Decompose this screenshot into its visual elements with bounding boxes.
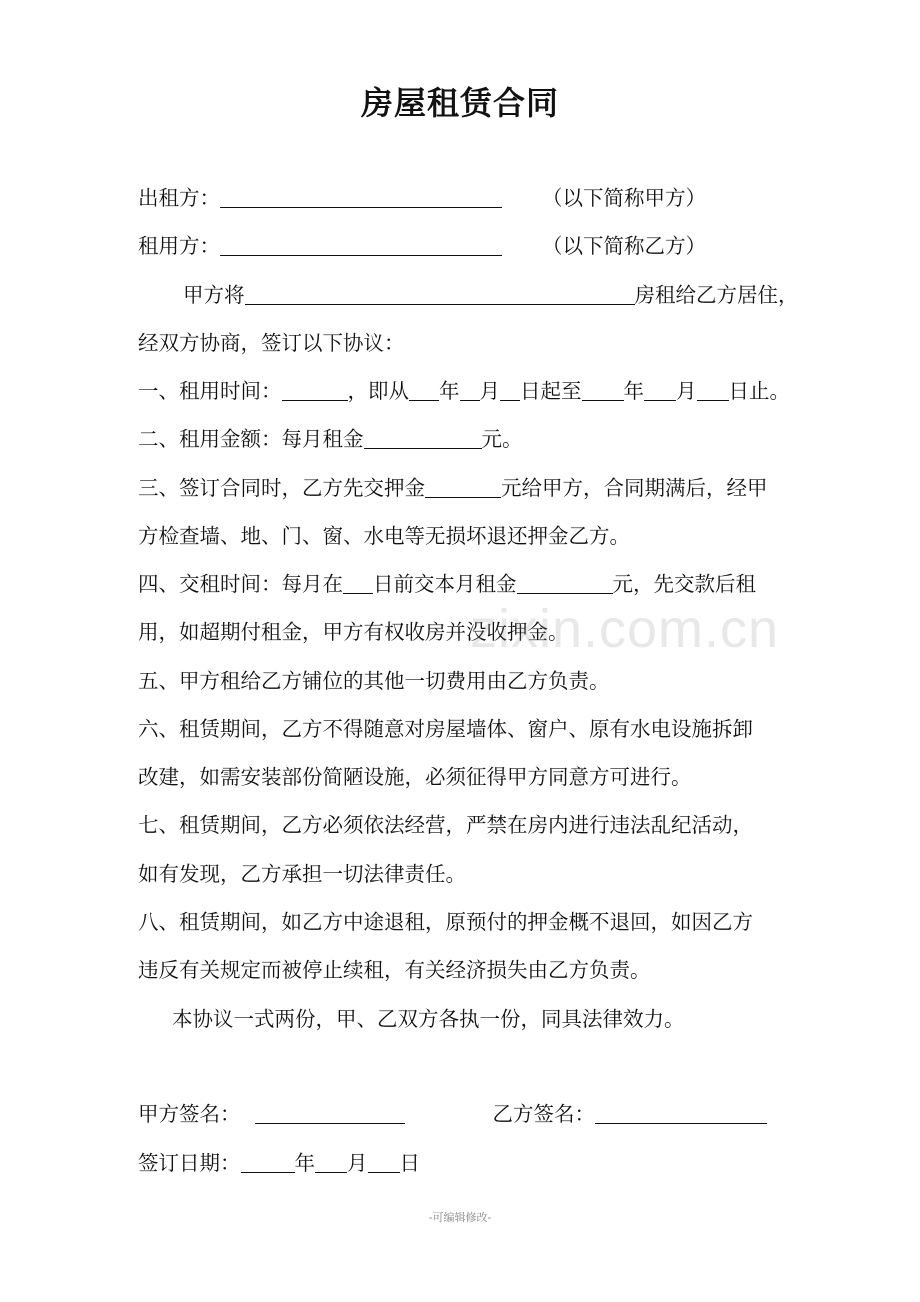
end-month-blank xyxy=(644,378,676,401)
monthly-rent-blank xyxy=(517,571,613,594)
date-month-label: 月 xyxy=(347,1151,368,1175)
term-blank xyxy=(282,378,348,401)
lessee-blank xyxy=(220,233,502,256)
footer-note: -可编辑修改- xyxy=(428,1211,492,1224)
lessor-label: 出租方： xyxy=(138,186,220,210)
clause-8-line-2: 违反有关规定而被停止续租，有关经济损失由乙方负责。 xyxy=(138,958,651,982)
clause-4-line-2: 用，如超期付租金，甲方有权收房并没收押金。 xyxy=(138,620,569,644)
rent-blank xyxy=(364,426,482,449)
clause-1-from: ，即从 xyxy=(347,379,409,403)
closing-statement: 本协议一式两份，甲、乙双方各执一份，同具法律效力。 xyxy=(172,1007,685,1031)
clause-3-line-2: 方检查墙、地、门、窗、水电等无损坏退还押金乙方。 xyxy=(138,524,630,548)
document-title: 房屋租赁合同 xyxy=(360,84,559,122)
clause-4-text: 日前交本月租金 xyxy=(373,572,517,596)
start-day-blank xyxy=(500,378,520,401)
clause-6-line-1: 六、租赁期间，乙方不得随意对房屋墙体、窗户、原有水电设施拆卸 xyxy=(138,717,753,741)
clause-4-label: 四、交租时间：每月在 xyxy=(138,572,343,596)
clause-2 xyxy=(138,424,523,454)
clause-2-label: 二、租用金额：每月租金 xyxy=(138,427,364,451)
intro-line-1 xyxy=(183,280,799,310)
deposit-blank xyxy=(425,475,501,498)
lessor-blank xyxy=(220,185,502,208)
end-year-blank xyxy=(582,378,624,401)
party-a-signature-blank xyxy=(255,1101,405,1124)
clause-4-tail: 元，先交款后租 xyxy=(612,572,756,596)
due-day-blank xyxy=(343,571,373,594)
lessee-label: 租用方： xyxy=(138,234,220,258)
signing-date-line xyxy=(138,1148,420,1178)
date-year-blank xyxy=(241,1150,295,1173)
lessor-note: （以下简称甲方） xyxy=(542,186,706,210)
date-year-label: 年 xyxy=(294,1151,315,1175)
date-day-label: 日 xyxy=(399,1151,420,1175)
clause-5: 五、甲方租给乙方铺位的其他一切费用由乙方负责。 xyxy=(138,669,610,693)
clause-7-line-2: 如有发现，乙方承担一切法律责任。 xyxy=(138,862,466,886)
start-year-blank xyxy=(409,378,439,401)
clause-1-end-year: 年 xyxy=(623,379,644,403)
clause-1-end-month: 月 xyxy=(676,379,697,403)
clause-3-label: 三、签订合同时，乙方先交押金 xyxy=(138,476,425,500)
clause-3-line-1 xyxy=(138,473,768,503)
clause-2-unit: 元。 xyxy=(481,427,523,451)
intro-text-a: 甲方将 xyxy=(183,283,245,307)
clause-3-text: 元给甲方，合同期满后，经甲 xyxy=(501,476,768,500)
intro-line-2: 经双方协商，签订以下协议： xyxy=(138,331,405,355)
party-b-signature-blank xyxy=(595,1101,767,1124)
intro-text-b: 房租给乙方居住， xyxy=(634,283,799,307)
clause-1-end: 日止。 xyxy=(728,379,790,403)
clause-1-until: 日起至 xyxy=(520,379,582,403)
signing-date-label: 签订日期： xyxy=(138,1151,241,1175)
clause-1-label: 一、租用时间： xyxy=(138,379,282,403)
end-day-blank xyxy=(697,378,729,401)
party-b-signature-label: 乙方签名： xyxy=(492,1102,595,1126)
lessee-line xyxy=(138,231,706,261)
clause-6-line-2: 改建，如需安装部份简陋设施，必须征得甲方同意方可进行。 xyxy=(138,765,692,789)
watermark: zixin.com.cn xyxy=(470,599,780,659)
lessee-note: （以下简称乙方） xyxy=(542,234,706,258)
signature-line xyxy=(138,1099,767,1129)
clause-1-year: 年 xyxy=(439,379,460,403)
start-month-blank xyxy=(460,378,480,401)
property-blank xyxy=(245,282,635,305)
clause-1-month: 月 xyxy=(479,379,500,403)
date-day-blank xyxy=(368,1150,400,1173)
lessor-line xyxy=(138,183,706,213)
clause-4-line-1 xyxy=(138,569,756,599)
date-month-blank xyxy=(315,1150,347,1173)
clause-7-line-1: 七、租赁期间，乙方必须依法经营，严禁在房内进行违法乱纪活动， xyxy=(138,813,753,837)
party-a-signature-label: 甲方签名： xyxy=(138,1102,241,1126)
clause-1 xyxy=(138,376,790,406)
clause-8-line-1: 八、租赁期间，如乙方中途退租，原预付的押金概不退回，如因乙方 xyxy=(138,910,753,934)
